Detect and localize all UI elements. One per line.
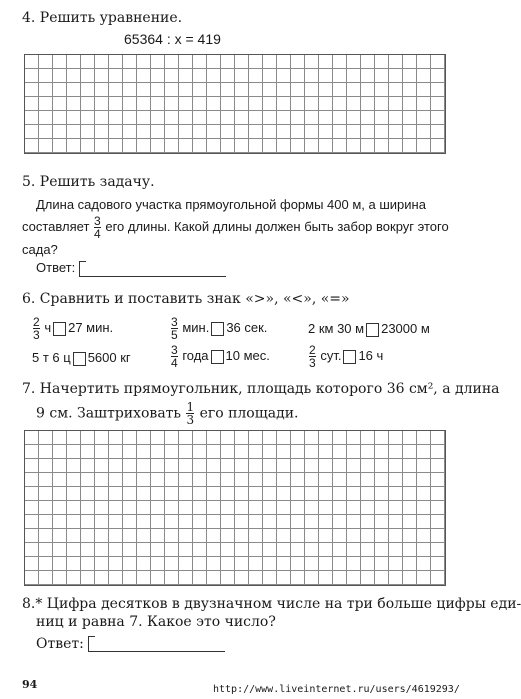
- compare-left: мин.: [182, 319, 210, 335]
- task5-heading: 5. Решить задачу.: [22, 174, 155, 190]
- frac-denominator: 5: [171, 328, 178, 342]
- compare-box[interactable]: [73, 352, 86, 366]
- task6-heading: 6. Сравнить и поставить знак «>», «<», «=»: [22, 291, 350, 307]
- task5-line2-pre: составляет: [22, 218, 90, 234]
- compare-right: 10 мес.: [225, 347, 270, 363]
- task7-line2-post: его площади.: [199, 405, 299, 422]
- task7-grid: [24, 430, 446, 586]
- task8-line2: ниц и равна 7. Какое это число?: [36, 614, 276, 630]
- compare-box[interactable]: [53, 322, 66, 336]
- frac-numerator: 2: [309, 343, 316, 357]
- compare-box[interactable]: [211, 350, 224, 364]
- compare-1-2: [170, 316, 267, 341]
- answer-label: Ответ:: [36, 260, 76, 275]
- task7-line2: [36, 401, 299, 426]
- compare-right: 5600 кг: [87, 350, 131, 365]
- frac-denominator: 4: [171, 356, 178, 370]
- compare-right: 36 сек.: [226, 319, 268, 335]
- answer-box[interactable]: [79, 261, 86, 277]
- task5-line1: Длина садового участка прямоугольной формы 400 м, а ширина: [36, 197, 426, 212]
- frac-denominator: 3: [33, 328, 40, 342]
- task5-answer: [36, 260, 226, 277]
- task7-fraction: [186, 401, 194, 426]
- compare-box[interactable]: [343, 350, 356, 364]
- answer-line[interactable]: [86, 276, 226, 277]
- frac-numerator: 3: [94, 214, 101, 228]
- frac-numerator: 3: [171, 315, 178, 329]
- answer-label: Ответ:: [36, 636, 84, 652]
- frac-denominator: 4: [94, 227, 101, 241]
- frac-numerator: 1: [186, 400, 195, 414]
- frac-numerator: 2: [33, 315, 40, 329]
- task4-equation: 65364 : x = 419: [124, 31, 221, 47]
- compare-left: сут.: [320, 347, 342, 363]
- task4-heading: 4. Решить уравнение.: [22, 10, 183, 26]
- page-number: 94: [22, 678, 38, 691]
- compare-right: 27 мин.: [68, 319, 114, 335]
- task5-line3: сада?: [22, 242, 58, 257]
- compare-box[interactable]: [211, 322, 224, 336]
- compare-left: 5 т 6 ц: [32, 350, 71, 365]
- compare-box[interactable]: [366, 323, 379, 337]
- compare-left: 2 км 30 м: [308, 321, 365, 336]
- compare-1-3: [308, 321, 430, 337]
- task5-line2-post: его длины. Какой длины должен быть забор вокруг этого: [105, 218, 449, 234]
- frac-denominator: 3: [309, 356, 316, 370]
- source-url[interactable]: http://www.liveinternet.ru/users/4619293/: [213, 684, 460, 695]
- compare-2-3: [308, 344, 383, 369]
- compare-left: года: [182, 347, 209, 363]
- task5-line2: [22, 215, 449, 240]
- frac-numerator: 3: [171, 343, 178, 357]
- task5-fraction: [94, 215, 101, 240]
- task7-line2-pre: 9 см. Заштриховать: [36, 405, 182, 422]
- compare-right: 23000 м: [381, 321, 430, 336]
- task8-answer: [36, 636, 225, 652]
- compare-2-1: [32, 350, 131, 366]
- compare-left: ч: [44, 319, 52, 335]
- compare-1-1: [32, 316, 113, 341]
- frac-denominator: 3: [186, 413, 195, 427]
- task4-grid: [24, 54, 446, 154]
- answer-line[interactable]: [95, 651, 225, 652]
- task7-line1: 7. Начертить прямоугольник, площадь которого 36 см², а длина: [22, 381, 500, 397]
- compare-2-2: [170, 344, 270, 369]
- answer-box[interactable]: [88, 636, 95, 652]
- compare-right: 16 ч: [358, 347, 384, 363]
- task8-line1: 8.* Цифра десятков в двузначном числе на три больше цифры еди-: [22, 596, 521, 612]
